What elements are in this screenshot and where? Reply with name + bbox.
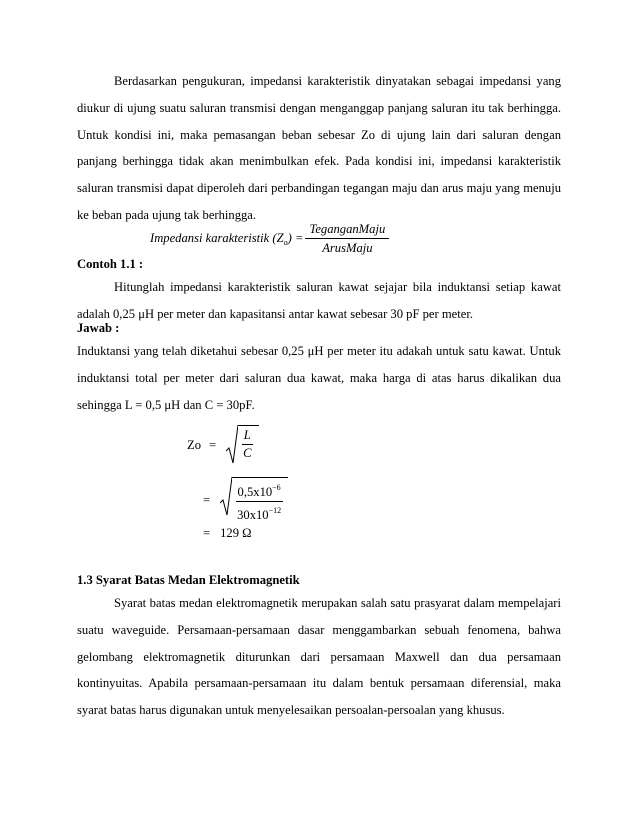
calc-lhs: Zo (187, 437, 201, 452)
calc-step-1 (187, 425, 259, 465)
section-paragraph: Syarat batas medan elektromagnetik merupakan salah satu prasyarat dalam mempelajari suatu waveguide. Persamaan-persamaan dasar menggambarkan sebuah fenomena, bahwa gelombang elektromagnetik diturunkan dari persamaan Maxwell dan dua persamaan kontinyuitas. Apabila persamaan-persamaan itu dalam bentuk persamaan diferensial, maka syarat batas harus digunakan untuk menyelesaikan persoalan-persoalan yang khusus. (77, 596, 561, 718)
characteristic-impedance-formula (150, 221, 389, 256)
radical-sign-icon (220, 477, 232, 517)
calc-equals-2: = (203, 492, 211, 507)
example-text: Hitunglah impedansi karakteristik saluran kawat sejajar bila induktansi setiap kawat adalah 0,25 μH per meter dan kapasitansi antar kawat sebesar 30 pF per meter. (77, 280, 561, 321)
radical-sign-icon (226, 425, 238, 465)
formula-lhs: Impedansi karakteristik $(Z_o)$ = (150, 230, 304, 247)
formula-fraction (305, 221, 389, 256)
intro-paragraph: Berdasarkan pengukuran, impedansi karakteristik dinyatakan sebagai impedansi yang diukur di ujung suatu saluran transmisi dengan menganggap panjang saluran itu tak berhingga. Untuk kondisi ini, maka pemasangan beban sebesar Zo di ujung lain dari saluran dengan panjang berhingga tidak akan menimbulkan efek. Pada kondisi ini, impedansi karakteristik saluran transmisi dapat diperoleh dari perbandingan tegangan maju dan arus maju yang menuju ke beban pada ujung tak berhingga. (77, 74, 561, 222)
example-title: Contoh 1.1 : (77, 257, 144, 271)
section-heading: 1.3 Syarat Batas Medan Elektromagnetik (77, 573, 300, 587)
calc-equals-3: = (203, 526, 211, 540)
formula-numerator: TeganganMaju (305, 221, 389, 239)
numeric-numerator: $0,5x10^{-6}$ (236, 480, 283, 502)
calc-result-row (203, 526, 252, 541)
fraction-denominator-c: C (243, 446, 252, 460)
sqrt-numeric (220, 477, 288, 523)
numeric-denominator: $30x10^{-12}$ (237, 506, 282, 522)
answer-text: Induktansi yang telah diketahui sebesar 0,25 μH per meter itu adakah untuk satu kawat. Untuk induktansi total per meter dari saluran dua kawat, maka harga di atas harus dikalikan dua sehingga L = 0,5 μH dan C = 30pF. (77, 344, 561, 412)
answer-title: Jawab : (77, 321, 120, 335)
calc-result: 129 Ω (220, 526, 252, 540)
formula-denominator: ArusMaju (322, 241, 373, 255)
sqrt-l-over-c (226, 425, 258, 465)
fraction-numerator-l: L (242, 428, 253, 445)
calc-equals: = (209, 437, 217, 452)
calc-step-2 (203, 477, 288, 523)
